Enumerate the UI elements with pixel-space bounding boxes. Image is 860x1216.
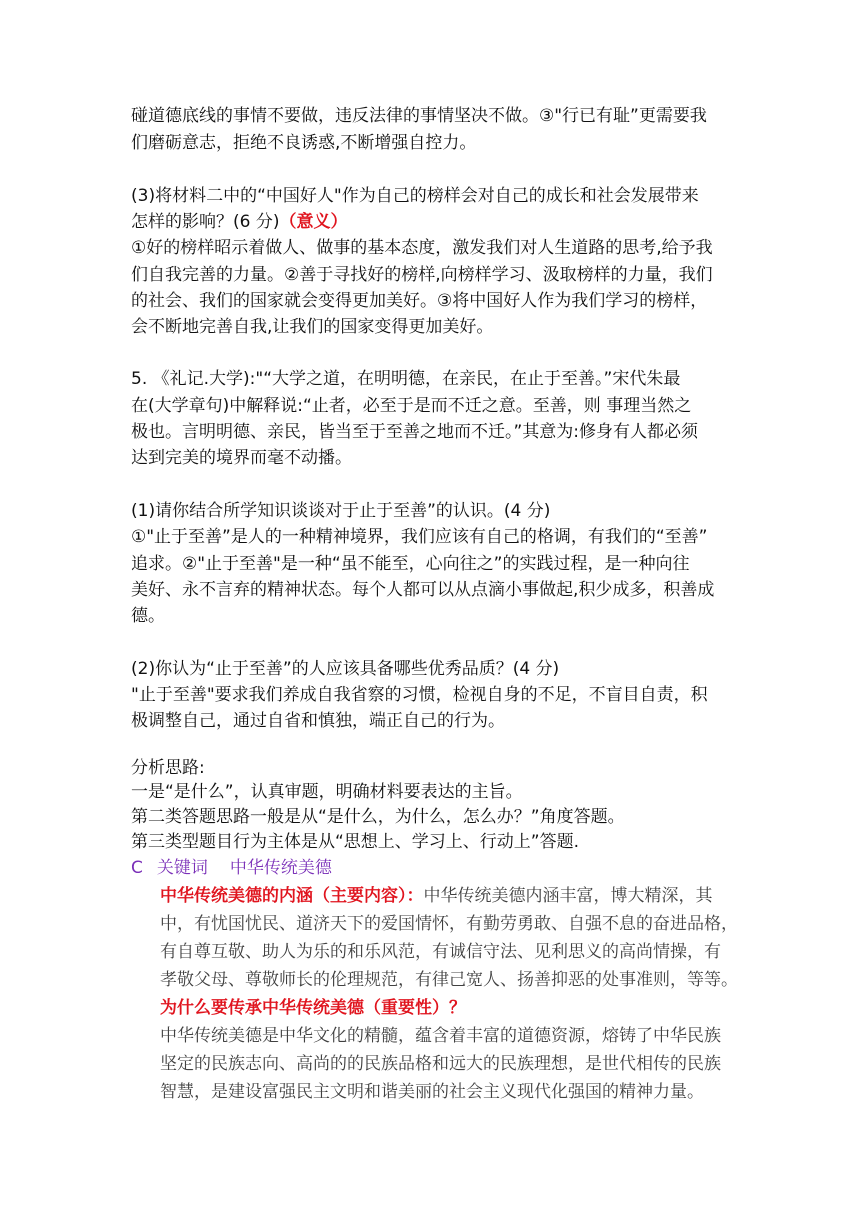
content-line: 孝敬父母、尊敬师长的伦理规范，有律己宽人、扬善抑恶的处事准则，等等。 <box>160 970 738 990</box>
question-5-1: (1)请你结合所学知识谈谈对于止于至善”的认识。(4 分) <box>131 501 551 521</box>
answer-line: 们自我完善的力量。②善于寻找好的榜样,向榜样学习、汲取榜样的力量，我们 <box>131 265 713 285</box>
paragraph-line: 们磨砺意志，拒绝不良诱惑,不断增强自控力。 <box>131 133 477 153</box>
question-3: (3)将材料二中的“中国好人"作为自己的榜样会对自己的成长和社会发展带来 <box>131 186 699 206</box>
importance-heading: 为什么要传承中华传统美德（重要性）？ <box>160 998 466 1018</box>
importance-line: 智慧，是建设富强民主文明和谐美丽的社会主义现代化强国的精神力量。 <box>160 1082 704 1102</box>
answer-line: 美好、永不言弃的精神状态。每个人都可以从点滴小事做起,积少成多，积善成 <box>131 580 715 600</box>
meaning-tag: （意义） <box>279 212 348 232</box>
answer-line: 追求。②"止于至善"是一种“虽不能至，心向往之”的实践过程，是一种向往 <box>131 554 690 574</box>
content-heading: 中华传统美德的内涵（主要内容）： <box>160 886 424 906</box>
importance-line: 中华传统美德是中华文化的精髓，蕴含着丰富的道德资源，熔铸了中华民族 <box>160 1026 721 1046</box>
keyword: 中华传统美德 <box>229 858 332 878</box>
answer-line: "止于至善"要求我们养成自我省察的习惯，检视自身的不足，不盲目自责，积 <box>131 685 708 705</box>
answer-line: 极调整自己，通过自省和慎独，端正自己的行为。 <box>131 711 505 731</box>
content-line: 中，有忧国忧民、道济天下的爱国情怀，有勤劳勇敢、自强不息的奋进品格， <box>160 914 738 934</box>
answer-line: 的社会、我们的国家就会变得更加美好。③将中国好人作为我们学习的榜样， <box>131 291 708 311</box>
section-c-heading <box>131 856 332 880</box>
importance-line: 坚定的民族志向、高尚的的民族品格和远大的民族理想，是世代相传的民族 <box>160 1054 721 1074</box>
paragraph-line: 碰道德底线的事情不要做，违反法律的事情坚决不做。③"行已有耻”更需要我 <box>131 106 707 126</box>
analysis-line: 一是“是什么”，认真审题，明确材料要表达的主旨。 <box>131 782 523 802</box>
section-letter: C <box>131 858 143 878</box>
question-5-2: (2)你认为“止于至善”的人应该具备哪些优秀品质？(4 分) <box>131 659 560 679</box>
question-3-text: 怎样的影响？(6 分) <box>131 212 280 232</box>
question-5-line: 在(大学章句)中解释说:“止者，必至于是而不迁之意。至善，则 事理当然之 <box>131 396 692 416</box>
content-text: 中华传统美德内涵丰富，博大精深，其 <box>423 886 713 906</box>
analysis-line: 第二类答题思路一般是从“是什么，为什么，怎么办？”角度答题。 <box>131 807 625 827</box>
answer-line: ①好的榜样昭示着做人、做事的基本态度，激发我们对人生道路的思考,给予我 <box>131 238 713 258</box>
question-5-line: 达到完美的境界而毫不动播。 <box>131 448 352 468</box>
answer-line: ①"止于至善”是人的一种精神境界，我们应该有自己的格调，有我们的“至善” <box>131 527 708 547</box>
question-5: 5. 《礼记.大学):"“大学之道，在明明德，在亲民，在止于至善。”宋代朱最 <box>131 369 681 389</box>
content-line: 有自尊互敬、助人为乐的和乐风范，有诚信守法、见利思义的高尚情操，有 <box>160 942 721 962</box>
question-3-line2 <box>131 210 347 234</box>
question-5-line: 极也。言明明德、亲民，皆当至于至善之地而不迁。”其意为:修身有人都必须 <box>131 422 699 442</box>
answer-line: 德。 <box>131 606 165 626</box>
analysis-title: 分析思路: <box>131 758 205 778</box>
content-heading-line <box>160 884 713 908</box>
keyword-label: 关键词 <box>156 858 208 878</box>
answer-line: 会不断地完善自我,让我们的国家变得更加美好。 <box>131 317 494 337</box>
analysis-line: 第三类型题目行为主体是从“思想上、学习上、行动上”答题. <box>131 832 580 852</box>
